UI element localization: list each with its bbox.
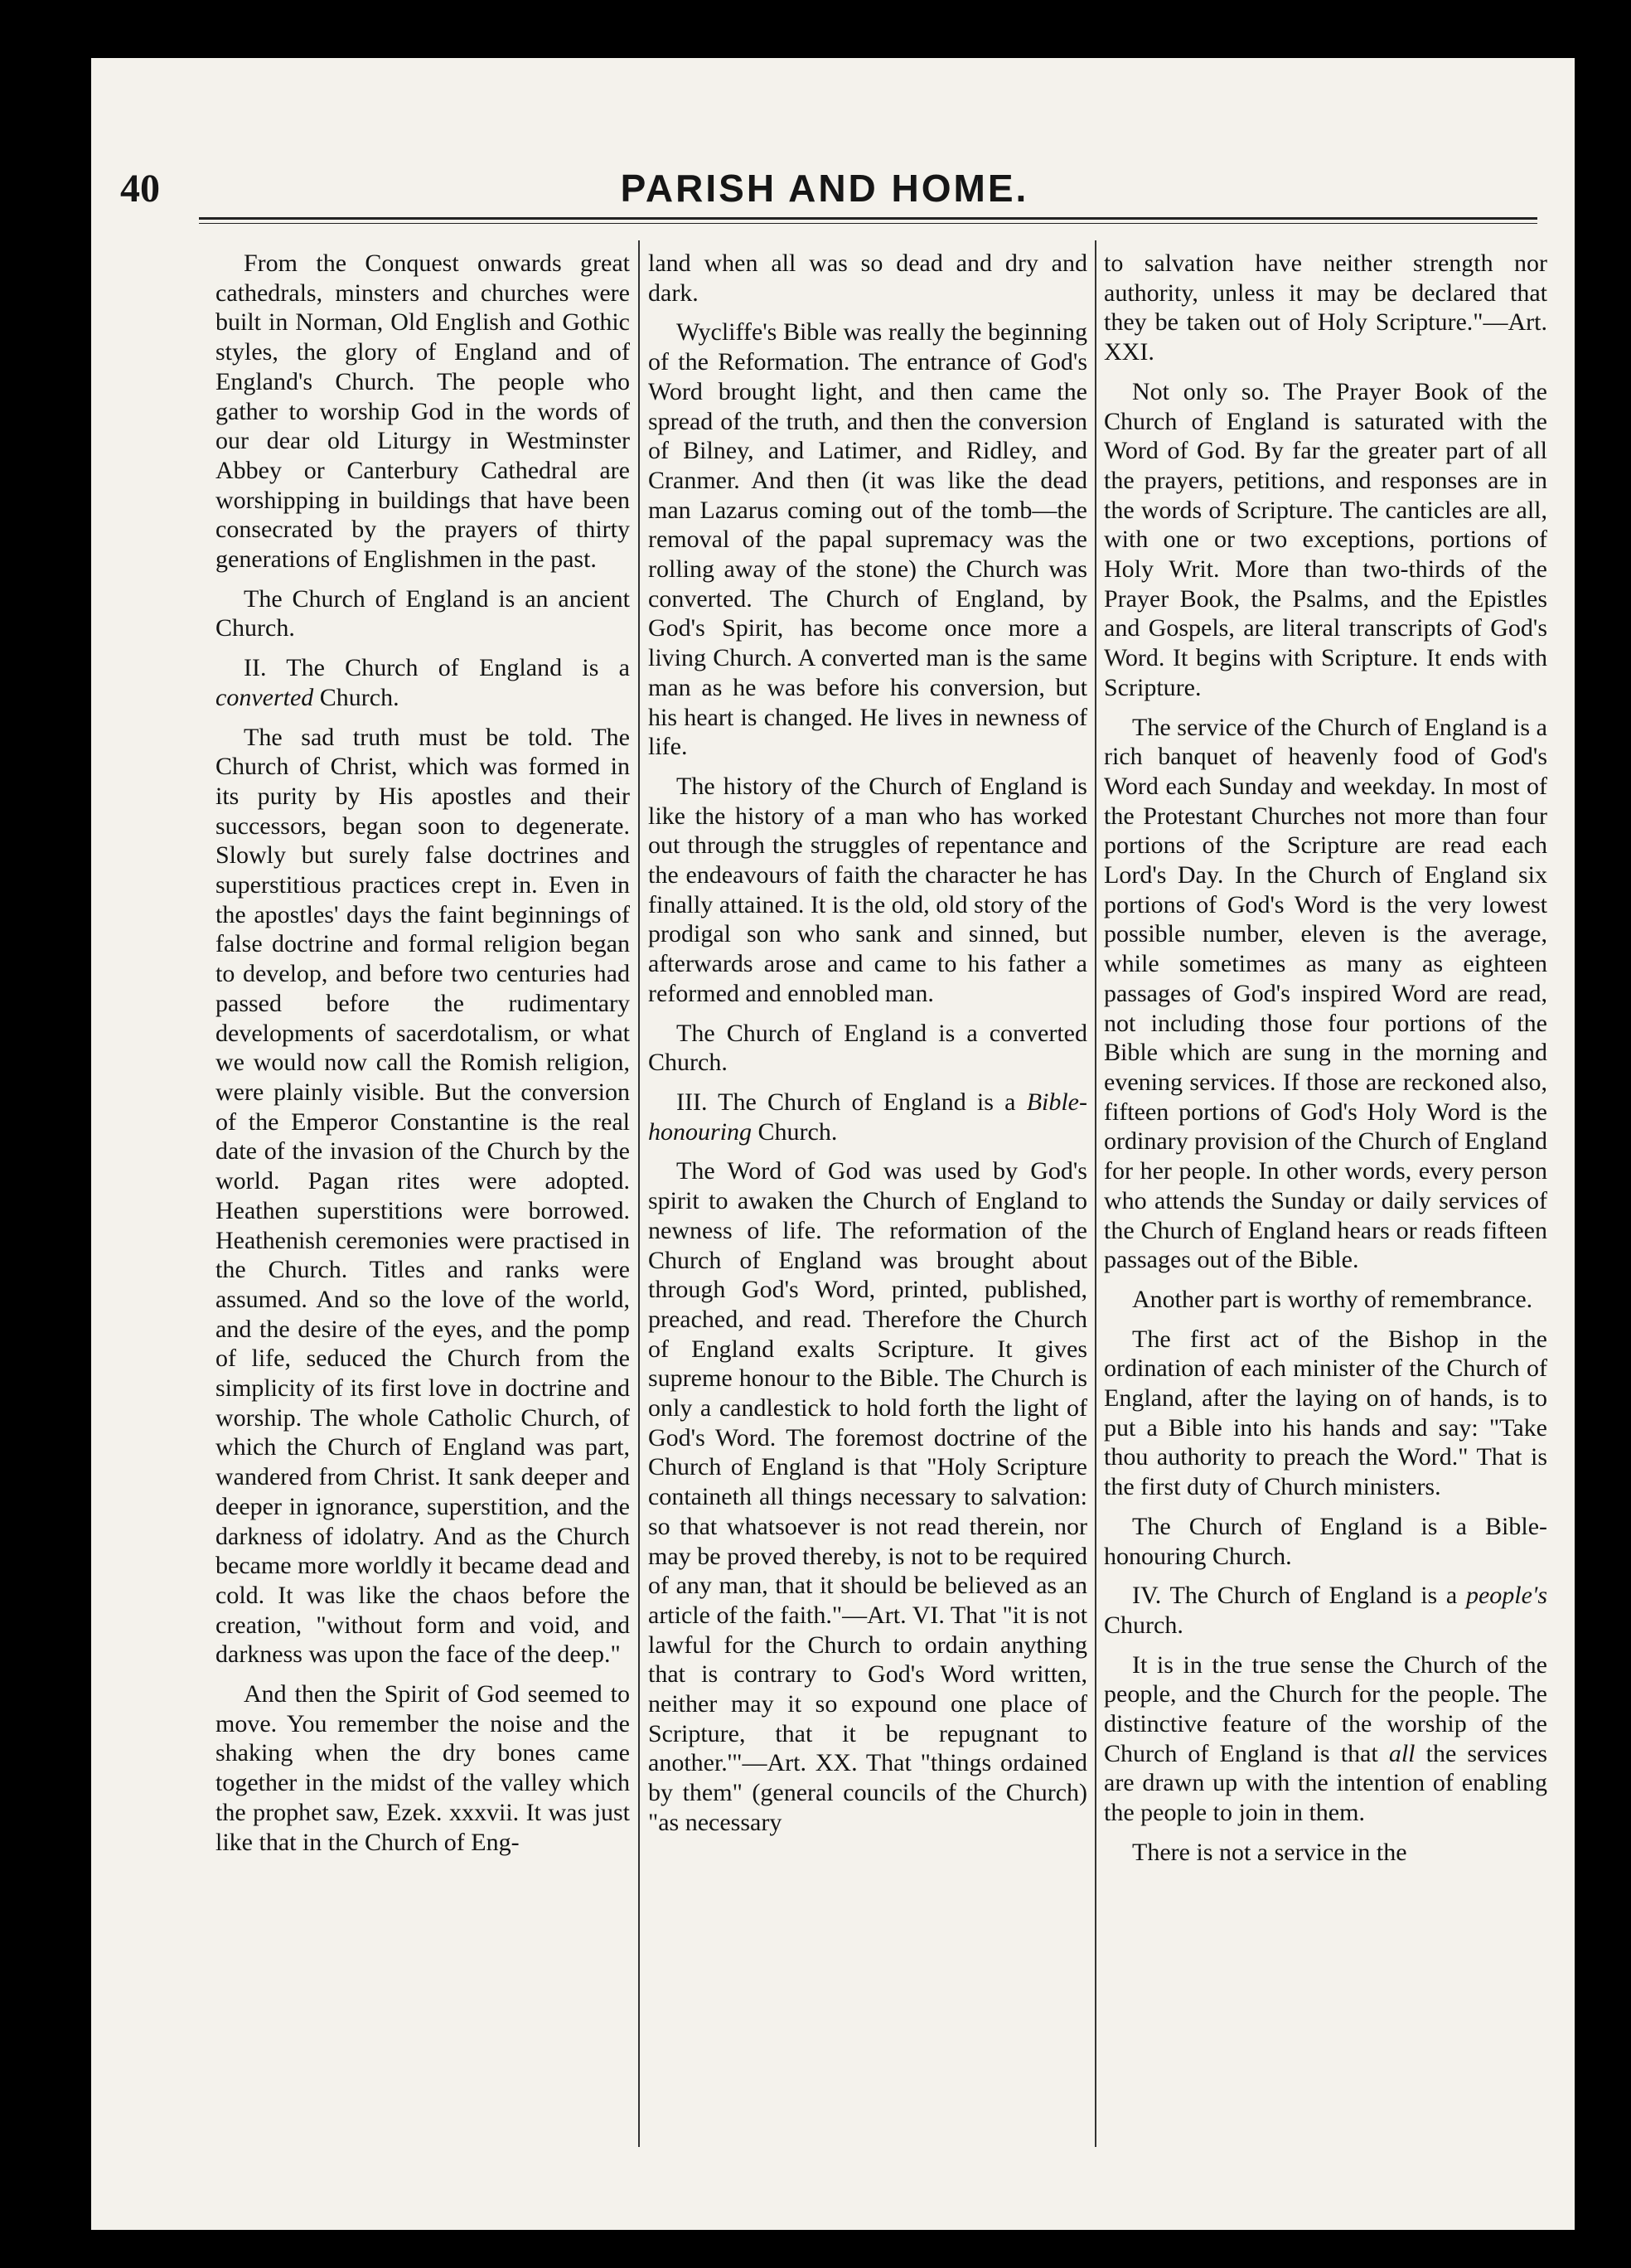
text-run: land when all was so dead and dry and dark. [648,250,1087,307]
paragraph [215,1679,630,1857]
text-run: Church. [1104,1611,1183,1639]
text-run: The Church of England is a Bible-honouring Church. [1104,1512,1547,1570]
paragraph [1104,1285,1547,1315]
text-run: III. The Church of England is a [676,1088,1027,1116]
text-run: II. The Church of England is a [244,654,630,682]
paragraph [1104,377,1547,703]
text-run: The history of the Church of England is like the history of a man who has worked out through the struggles of repentance and the endeavours of faith the character he has finally attained. It is the old, old story of the prodigal son who sank and sinned, but afterwards arose and came to his father a reformed and ennobled man. [648,772,1087,1007]
paragraph [1104,1650,1547,1828]
header-rule [199,217,1537,224]
text-run: The first act of the Bishop in the ordination of each minister of the Church of England, after the laying on of hands, is to put a Bible into his hands and say: "Take thou authority to preach the Word." That is the first duty of Church ministers. [1104,1325,1547,1501]
column-2 [648,249,1087,2164]
page-header [112,166,1537,224]
italic-text: converted [215,683,314,711]
paragraph [1104,1838,1547,1868]
text-run: Wycliffe's Bible was really the beginning of the Reformation. The entrance of God's Word brought light, and then came the spread of the truth, and then the conversion of Bilney, and Latimer, and Ridley, and Cranmer. And then (it was like the dead man Lazarus coming out of the tomb—the removal of the papal supremacy was the rolling away of the stone) the Church was converted. The Church of England, by God's Spirit, has become once more a living Church. A converted man is the same man as he was before his conversion, but his heart is changed. He lives in newness of life. [648,318,1087,761]
column-3 [1104,249,1547,2164]
text-run: The Church of England is an ancient Church. [215,584,630,642]
column-divider [638,240,640,2147]
text-run: the services are drawn up with the intention of enabling the people to join in them. [1104,1739,1547,1827]
text-run: There is not a service in the [1132,1838,1407,1866]
page-number: 40 [120,167,160,211]
paragraph [215,723,630,1670]
text-run: to salvation have neither strength nor authority, unless it may be declared that they be taken out of Holy Scripture."—Art. XXI. [1104,250,1547,366]
paragraph [1104,1581,1547,1640]
paragraph [648,249,1087,308]
italic-text: all [1388,1739,1416,1767]
italic-text: Bible-honouring [648,1088,1087,1146]
text-run: Church. [313,683,399,711]
text-run: The service of the Church of England is a rich banquet of heavenly food of God's Word each Sunday and weekday. In most of the Protestant Churches not more than four portions of the Scripture are read each Lord's Day. In the Church of England six portions of God's Word is the very lowest possible number, eleven is the average, while sometimes as many as eighteen passages of God's inspired Word are read, not including those four portions of the Bible which are sung in the morning and evening services. If those are reckoned also, fifteen portions of God's Holy Word is the ordinary provision of the Church of England for her people. In other words, every person who attends the Sunday or daily services of the Church of England hears or reads fifteen passages out of the Bible. [1104,713,1547,1274]
text-run: IV. The Church of England is a [1132,1582,1466,1610]
text-run: Church. [752,1117,838,1146]
text-run: The sad truth must be told. The Church of Christ, which was formed in its purity by His apostles and their successors, began soon to degenerate. Slowly but surely false doctrines and superstitious practices crept in. Even in the apostles' days the faint beginnings of false doctrine and formal religion began to develop, and before two centuries had passed before the rudimentary developments of sacerdotalism, or what we would now call the Romish religion, were plainly visible. But the conversion of the Emperor Constantine is the real date of the invasion of the Church by the world. Pagan rites were adopted. Heathen superstitions were borrowed. Heathenish ceremonies were practised in the Church. Titles and ranks were assumed. And so the love of the world, and the desire of the eyes, and the pomp of life, seduced the Church from the simplicity of its first love in doctrine and worship. The whole Catholic Church, of which the Church of England was part, wandered from Christ. It sank deeper and deeper in ignorance, superstition, and the darkness of idolatry. And as the Church became more worldly it became dead and cold. It was like the chaos before the creation, "without form and void, and darkness was upon the face of the deep." [215,723,630,1669]
paragraph [1104,713,1547,1275]
running-title: PARISH AND HOME. [620,167,1029,210]
text-run: It is in the true sense the Church of the people, and the Church for the people. The distinctive feature of the worship of the Church of England is that [1104,1650,1547,1767]
text-run: The Church of England is a converted Church. [648,1019,1087,1077]
italic-text: people's [1465,1582,1547,1610]
paragraph [1104,1325,1547,1502]
column-1 [215,249,630,2164]
column-divider [1095,240,1096,2147]
text-run: And then the Spirit of God seemed to move. You remember the noise and the shaking when the dry bones came together in the midst of the valley which the prophet saw, Ezek. xxxvii. It was just like that in the Church of Eng- [215,1680,630,1856]
paragraph [648,772,1087,1009]
paragraph [648,1088,1087,1146]
paragraph [1104,1512,1547,1571]
paragraph [648,1019,1087,1078]
paragraph [648,317,1087,762]
text-run: The Word of God was used by God's spirit to awaken the Church of England to newness of life. The reformation of the Church of England was brought about through God's Word, printed, published, preached, and read. Therefore the Church of England exalts Scripture. It gives supreme honour to the Bible. The Church is only a candlestick to hold forth the light of God's Word. The foremost doctrine of the Church of England is that "Holy Scripture containeth all things necessary to salvation: so that whatsoever is not read therein, nor may be proved thereby, is not to be required of any man, that it should be believed as an article of the faith."—Art. VI. That "it is not lawful for the Church to ordain anything that is contrary to God's Word written, neither may it so expound one place of Scripture, that it be repugnant to another.'"—Art. XX. That "things ordained by them" (general councils of the Church) "as necessary [648,1157,1087,1836]
text-run: From the Conquest onwards great cathedrals, minsters and churches were built in Norman, Old English and Gothic styles, the glory of England and of England's Church. The people who gather to worship God in the words of our dear old Liturgy in Westminster Abbey or Canterbury Cathedral are worshipping in buildings that have been consecrated by the prayers of thirty generations of Englishmen in the past. [215,250,630,574]
text-run: Not only so. The Prayer Book of the Church of England is saturated with the Word of God. By far the greater part of all the prayers, petitions, and responses are in the words of Scripture. The canticles are all, with one or two exceptions, portions of Holy Writ. More than two-thirds of the Prayer Book, the Psalms, and the Epistles and Gospels, are literal transcripts of God's Word. It begins with Scripture. It ends with Scripture. [1104,377,1547,701]
paragraph [215,584,630,643]
paragraph [215,249,630,574]
paragraph [215,653,630,712]
paragraph [648,1156,1087,1837]
text-run: Another part is worthy of remembrance. [1132,1285,1533,1313]
paragraph [1104,249,1547,367]
